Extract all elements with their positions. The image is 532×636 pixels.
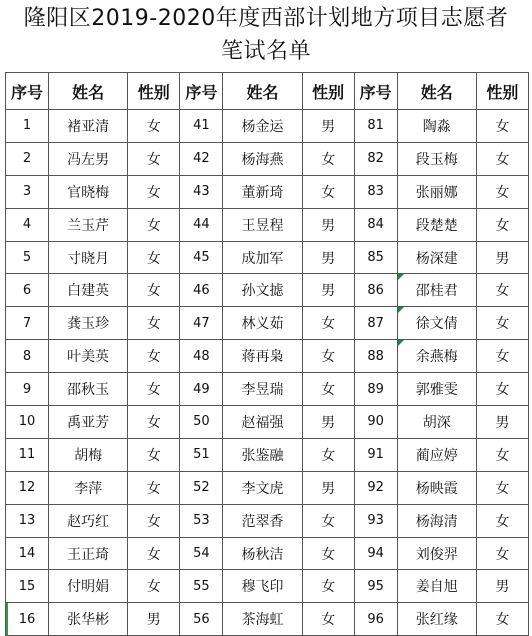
gender-cell[interactable]: 女 — [302, 307, 354, 340]
name-cell[interactable]: 邵桂君 — [397, 274, 476, 307]
header-cell-name[interactable]: 姓名 — [49, 73, 128, 110]
name-cell[interactable]: 李昱瑞 — [223, 373, 302, 406]
index-cell[interactable]: 4 — [6, 208, 49, 241]
name-cell[interactable]: 叶美英 — [49, 340, 128, 373]
name-cell[interactable]: 穆飞印 — [223, 570, 302, 603]
name-cell[interactable]: 杨海燕 — [223, 142, 302, 175]
index-cell[interactable]: 89 — [354, 373, 397, 406]
table-row — [6, 537, 529, 570]
gender-cell[interactable]: 女 — [128, 570, 180, 603]
index-cell[interactable]: 1 — [6, 110, 49, 143]
gender-cell[interactable]: 女 — [302, 570, 354, 603]
gender-cell[interactable]: 女 — [476, 603, 528, 636]
table-row — [6, 274, 529, 307]
index-cell[interactable]: 88 — [354, 340, 397, 373]
name-cell[interactable]: 杨海清 — [397, 504, 476, 537]
gender-cell[interactable]: 女 — [302, 340, 354, 373]
header-cell-index[interactable]: 序号 — [180, 73, 223, 110]
gender-cell[interactable]: 女 — [476, 142, 528, 175]
gender-cell[interactable]: 女 — [476, 175, 528, 208]
name-cell[interactable]: 冯左男 — [49, 142, 128, 175]
gender-cell[interactable]: 女 — [302, 373, 354, 406]
gender-cell[interactable]: 女 — [476, 110, 528, 143]
gender-cell[interactable]: 女 — [302, 537, 354, 570]
name-cell[interactable]: 成加军 — [223, 241, 302, 274]
name-cell[interactable]: 段玉梅 — [397, 142, 476, 175]
gender-cell[interactable]: 女 — [128, 471, 180, 504]
index-cell[interactable]: 51 — [180, 438, 223, 471]
name-cell[interactable]: 兰玉芹 — [49, 208, 128, 241]
name-cell[interactable]: 褚亚清 — [49, 110, 128, 143]
gender-cell[interactable]: 女 — [128, 438, 180, 471]
title-line-1: 隆阳区2019-2020年度西部计划地方项目志愿者 — [23, 6, 509, 31]
gender-cell[interactable]: 女 — [128, 504, 180, 537]
index-cell[interactable]: 93 — [354, 504, 397, 537]
name-cell[interactable]: 杨映霞 — [397, 471, 476, 504]
gender-cell[interactable]: 女 — [476, 438, 528, 471]
gender-cell[interactable]: 女 — [128, 274, 180, 307]
name-cell[interactable]: 陶淼 — [397, 110, 476, 143]
name-cell[interactable]: 孙文摅 — [223, 274, 302, 307]
index-cell[interactable]: 45 — [180, 241, 223, 274]
index-cell[interactable]: 8 — [6, 340, 49, 373]
gender-cell[interactable]: 女 — [128, 241, 180, 274]
index-cell[interactable]: 43 — [180, 175, 223, 208]
table-row — [6, 438, 529, 471]
gender-cell[interactable]: 女 — [302, 142, 354, 175]
name-cell[interactable]: 蒋再枭 — [223, 340, 302, 373]
header-cell-index[interactable]: 序号 — [6, 73, 49, 110]
name-cell[interactable]: 官晓梅 — [49, 175, 128, 208]
index-cell[interactable]: 54 — [180, 537, 223, 570]
table-row — [6, 603, 529, 636]
table-row — [6, 241, 529, 274]
header-cell-gender[interactable]: 性别 — [302, 73, 354, 110]
index-cell[interactable]: 53 — [180, 504, 223, 537]
name-cell[interactable]: 王昱程 — [223, 208, 302, 241]
table-row — [6, 373, 529, 406]
gender-cell[interactable]: 女 — [128, 537, 180, 570]
gender-cell[interactable]: 女 — [128, 406, 180, 439]
gender-cell[interactable]: 女 — [128, 340, 180, 373]
index-cell[interactable]: 47 — [180, 307, 223, 340]
index-cell[interactable]: 14 — [6, 537, 49, 570]
gender-cell[interactable]: 女 — [476, 373, 528, 406]
table-row — [6, 570, 529, 603]
name-cell[interactable]: 李文虎 — [223, 471, 302, 504]
name-cell[interactable]: 张华彬 — [49, 603, 128, 636]
table-row — [6, 471, 529, 504]
gender-cell[interactable]: 男 — [302, 406, 354, 439]
name-cell[interactable]: 杨深建 — [397, 241, 476, 274]
name-cell[interactable]: 李萍 — [49, 471, 128, 504]
index-cell[interactable]: 3 — [6, 175, 49, 208]
index-cell[interactable]: 86 — [354, 274, 397, 307]
gender-cell[interactable]: 女 — [128, 142, 180, 175]
name-cell[interactable]: 徐文倩 — [397, 307, 476, 340]
gender-cell[interactable]: 男 — [302, 274, 354, 307]
index-cell[interactable]: 92 — [354, 471, 397, 504]
name-cell[interactable]: 禹亚芳 — [49, 406, 128, 439]
index-cell[interactable]: 85 — [354, 241, 397, 274]
gender-cell[interactable]: 女 — [128, 175, 180, 208]
index-cell[interactable]: 52 — [180, 471, 223, 504]
table-row — [6, 504, 529, 537]
name-cell[interactable]: 杨金运 — [223, 110, 302, 143]
gender-cell[interactable]: 男 — [302, 471, 354, 504]
name-cell[interactable]: 董新琦 — [223, 175, 302, 208]
table-row — [6, 142, 529, 175]
index-cell[interactable]: 82 — [354, 142, 397, 175]
name-cell[interactable]: 范翠香 — [223, 504, 302, 537]
name-cell[interactable]: 郭雅雯 — [397, 373, 476, 406]
index-cell[interactable]: 5 — [6, 241, 49, 274]
table-row — [6, 406, 529, 439]
table-row — [6, 110, 529, 143]
title-line-2: 笔试名单 — [220, 39, 311, 64]
gender-cell[interactable]: 女 — [128, 110, 180, 143]
index-cell[interactable]: 13 — [6, 504, 49, 537]
index-cell[interactable]: 95 — [354, 570, 397, 603]
name-cell[interactable]: 余燕梅 — [397, 340, 476, 373]
table-row — [6, 340, 529, 373]
name-cell[interactable]: 赵福强 — [223, 406, 302, 439]
name-cell[interactable]: 邵秋玉 — [49, 373, 128, 406]
gender-cell[interactable]: 女 — [128, 307, 180, 340]
gender-cell[interactable]: 女 — [476, 340, 528, 373]
gender-cell[interactable]: 女 — [128, 208, 180, 241]
index-cell[interactable]: 9 — [6, 373, 49, 406]
table-row — [6, 208, 529, 241]
name-cell[interactable]: 龚玉珍 — [49, 307, 128, 340]
name-cell[interactable]: 王正琦 — [49, 537, 128, 570]
gender-cell[interactable]: 男 — [476, 570, 528, 603]
name-cell[interactable]: 林义茹 — [223, 307, 302, 340]
index-cell[interactable]: 7 — [6, 307, 49, 340]
gender-cell[interactable]: 女 — [476, 471, 528, 504]
index-cell[interactable]: 46 — [180, 274, 223, 307]
header-row — [6, 73, 529, 110]
name-cell[interactable]: 张红缘 — [397, 603, 476, 636]
index-cell[interactable]: 42 — [180, 142, 223, 175]
gender-cell[interactable]: 女 — [302, 504, 354, 537]
name-cell[interactable]: 付明娟 — [49, 570, 128, 603]
gender-cell[interactable]: 女 — [302, 603, 354, 636]
gender-cell[interactable]: 男 — [302, 241, 354, 274]
index-cell[interactable]: 87 — [354, 307, 397, 340]
index-cell[interactable]: 91 — [354, 438, 397, 471]
index-cell[interactable]: 94 — [354, 537, 397, 570]
gender-cell[interactable]: 女 — [476, 504, 528, 537]
header-cell-name[interactable]: 姓名 — [397, 73, 476, 110]
page-title — [0, 0, 532, 72]
name-cell[interactable]: 茶海虹 — [223, 603, 302, 636]
name-cell[interactable]: 张鉴融 — [223, 438, 302, 471]
index-cell[interactable]: 44 — [180, 208, 223, 241]
gender-cell[interactable]: 女 — [476, 537, 528, 570]
gender-cell[interactable]: 女 — [302, 438, 354, 471]
name-cell[interactable]: 胡梅 — [49, 438, 128, 471]
index-cell[interactable]: 41 — [180, 110, 223, 143]
gender-cell[interactable]: 男 — [302, 208, 354, 241]
name-cell[interactable]: 杨秋洁 — [223, 537, 302, 570]
index-cell[interactable]: 55 — [180, 570, 223, 603]
name-cell[interactable]: 段楚楚 — [397, 208, 476, 241]
table-row — [6, 175, 529, 208]
index-cell[interactable]: 2 — [6, 142, 49, 175]
index-cell[interactable]: 10 — [6, 406, 49, 439]
index-cell[interactable]: 16 — [6, 603, 49, 636]
gender-cell[interactable]: 女 — [128, 373, 180, 406]
table-body — [6, 110, 529, 636]
name-cell[interactable]: 胡深 — [397, 406, 476, 439]
index-cell[interactable]: 6 — [6, 274, 49, 307]
roster-table — [5, 72, 529, 636]
name-cell[interactable]: 姜自旭 — [397, 570, 476, 603]
index-cell[interactable]: 50 — [180, 406, 223, 439]
name-cell[interactable]: 赵巧红 — [49, 504, 128, 537]
gender-cell[interactable]: 男 — [128, 603, 180, 636]
index-cell[interactable]: 96 — [354, 603, 397, 636]
name-cell[interactable]: 刘俊羿 — [397, 537, 476, 570]
name-cell[interactable]: 张丽娜 — [397, 175, 476, 208]
gender-cell[interactable]: 男 — [476, 241, 528, 274]
header-cell-name[interactable]: 姓名 — [223, 73, 302, 110]
index-cell[interactable]: 90 — [354, 406, 397, 439]
index-cell[interactable]: 83 — [354, 175, 397, 208]
index-cell[interactable]: 48 — [180, 340, 223, 373]
index-cell[interactable]: 49 — [180, 373, 223, 406]
index-cell[interactable]: 56 — [180, 603, 223, 636]
index-cell[interactable]: 12 — [6, 471, 49, 504]
gender-cell[interactable]: 男 — [476, 406, 528, 439]
gender-cell[interactable]: 男 — [302, 110, 354, 143]
header-cell-index[interactable]: 序号 — [354, 73, 397, 110]
name-cell[interactable]: 蔺应婷 — [397, 438, 476, 471]
header-cell-gender[interactable]: 性别 — [476, 73, 528, 110]
table-row — [6, 307, 529, 340]
index-cell[interactable]: 11 — [6, 438, 49, 471]
index-cell[interactable]: 81 — [354, 110, 397, 143]
name-cell[interactable]: 寸晓月 — [49, 241, 128, 274]
name-cell[interactable]: 白建英 — [49, 274, 128, 307]
index-cell[interactable]: 84 — [354, 208, 397, 241]
gender-cell[interactable]: 女 — [476, 208, 528, 241]
index-cell[interactable]: 15 — [6, 570, 49, 603]
header-cell-gender[interactable]: 性别 — [128, 73, 180, 110]
gender-cell[interactable]: 女 — [302, 175, 354, 208]
gender-cell[interactable]: 女 — [476, 307, 528, 340]
gender-cell[interactable]: 女 — [476, 274, 528, 307]
